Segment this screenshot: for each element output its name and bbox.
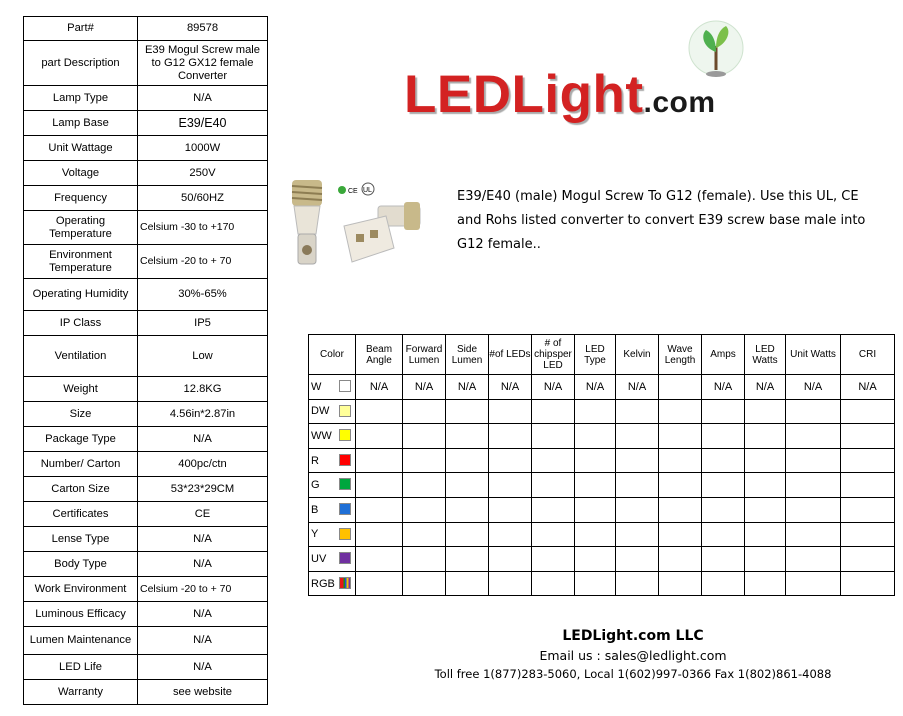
spec-value: E39/E40 [138,111,268,136]
spec-row [24,311,268,336]
color-table-cell [575,424,616,449]
color-table-cell [532,497,575,522]
color-table-cell [356,424,403,449]
spec-row [24,627,268,655]
spec-value: 400pc/ctn [138,452,268,477]
color-table-cell [659,497,702,522]
spec-value: Low [138,336,268,377]
color-table-cell [446,571,489,596]
color-table-cell [446,424,489,449]
spec-label: Lamp Type [24,86,138,111]
color-name: RGB [311,577,335,590]
color-name-cell [309,473,356,498]
color-table-cell [532,399,575,424]
color-table-cell [489,522,532,547]
color-table-cell [702,473,745,498]
color-table-header: Beam Angle [356,335,403,375]
spec-label: Unit Wattage [24,136,138,161]
spec-label: LED Life [24,655,138,680]
spec-label: Operating Temperature [24,211,138,245]
color-table-cell [403,448,446,473]
color-swatch [339,405,351,417]
color-name: R [311,454,319,467]
logo-domain-text: .com [643,86,716,119]
color-table-cell [616,547,659,572]
color-table-cell [356,473,403,498]
spec-row [24,279,268,311]
color-table-cell [841,399,895,424]
color-table-cell: N/A [356,375,403,400]
spec-row [24,41,268,86]
color-table-header: LED Watts [745,335,786,375]
spec-row [24,502,268,527]
spec-value: N/A [138,427,268,452]
color-table-header: Kelvin [616,335,659,375]
spec-row [24,602,268,627]
color-table-cell [702,448,745,473]
color-name: W [311,380,322,393]
spec-row [24,452,268,477]
spec-value: CE [138,502,268,527]
color-table-cell [532,571,575,596]
color-table-cell [786,571,841,596]
color-table-cell [841,448,895,473]
color-swatch [339,528,351,540]
color-table-cell [403,522,446,547]
color-table-cell [489,399,532,424]
spec-label: Work Environment [24,577,138,602]
color-table-cell [489,497,532,522]
color-table-cell [575,547,616,572]
color-table-row [309,497,895,522]
spec-value: Celsium -30 to +170 [138,211,268,245]
color-table-cell [575,399,616,424]
color-table-cell [745,547,786,572]
color-table-row [309,399,895,424]
color-table-cell [745,448,786,473]
color-table-header: Unit Watts [786,335,841,375]
color-table-cell [356,522,403,547]
color-name-cell [309,571,356,596]
spec-label: part Description [24,41,138,86]
color-table-cell [786,522,841,547]
spec-value: Celsium -20 to + 70 [138,245,268,279]
color-table-cell [446,448,489,473]
spec-row [24,577,268,602]
color-swatch [339,552,351,564]
color-table-header: Wave Length [659,335,702,375]
color-table-cell [356,497,403,522]
company-name: LEDLight.com LLC [562,628,704,644]
color-name-cell [309,399,356,424]
spec-row [24,427,268,452]
spec-value: 1000W [138,136,268,161]
color-table-cell [616,473,659,498]
color-swatch [339,577,351,589]
color-table-cell [786,448,841,473]
spec-value: 30%-65% [138,279,268,311]
spec-label: Lumen Maintenance [24,627,138,655]
color-table-cell [575,448,616,473]
spec-row [24,111,268,136]
color-name: UV [311,552,327,565]
color-table-cell [786,399,841,424]
color-table-cell [532,522,575,547]
color-table-cell [745,522,786,547]
color-table-header: Side Lumen [446,335,489,375]
color-table-cell [841,522,895,547]
color-name: DW [311,405,330,418]
color-table-cell [489,571,532,596]
color-name: G [311,479,320,492]
color-table-header: Forward Lumen [403,335,446,375]
color-table-cell [786,473,841,498]
color-table-cell [659,571,702,596]
spec-label: IP Class [24,311,138,336]
spec-row [24,527,268,552]
spec-value: N/A [138,86,268,111]
color-table-header: # of chipsper LED [532,335,575,375]
color-table-cell [403,473,446,498]
color-table-cell [489,448,532,473]
color-table-cell [575,497,616,522]
color-table-cell [403,399,446,424]
color-table-cell [575,522,616,547]
spec-row [24,655,268,680]
spec-label: Size [24,402,138,427]
spec-label: Warranty [24,680,138,705]
spec-value: 50/60HZ [138,186,268,211]
spec-value: N/A [138,527,268,552]
color-table-cell [446,522,489,547]
spec-label: Body Type [24,552,138,577]
spec-label: Luminous Efficacy [24,602,138,627]
spec-table [23,16,268,705]
spec-label: Weight [24,377,138,402]
color-name: B [311,503,319,516]
color-table-header: #of LEDs [489,335,532,375]
color-table-cell [446,497,489,522]
color-table-cell [745,399,786,424]
spec-label: Number/ Carton [24,452,138,477]
color-table-row [309,547,895,572]
color-table-cell [532,473,575,498]
color-table-cell [659,522,702,547]
color-table-cell [786,497,841,522]
color-name-cell [309,448,356,473]
spec-row [24,161,268,186]
color-table-cell [446,473,489,498]
color-table-cell [575,473,616,498]
color-table-header: LED Type [575,335,616,375]
color-table-header: CRI [841,335,895,375]
spec-value: 53*23*29CM [138,477,268,502]
color-spec-table [308,334,895,596]
color-table-row [309,448,895,473]
spec-label: Voltage [24,161,138,186]
contact-footer [383,626,883,682]
spec-label: Carton Size [24,477,138,502]
color-table-cell: N/A [446,375,489,400]
spec-row [24,211,268,245]
spec-row [24,377,268,402]
spec-value: 12.8KG [138,377,268,402]
spec-row [24,86,268,111]
color-table-cell [356,547,403,572]
spec-value: IP5 [138,311,268,336]
ce-badge: CE [348,188,358,195]
color-table-cell [745,571,786,596]
color-table-cell [489,424,532,449]
color-table-cell [616,497,659,522]
spec-value: E39 Mogul Screw male to G12 GX12 female Converter [138,41,268,86]
color-name-cell [309,424,356,449]
color-table-cell [616,571,659,596]
color-table-cell: N/A [702,375,745,400]
color-table-cell [616,399,659,424]
color-table-cell [702,399,745,424]
color-table-row [309,571,895,596]
color-swatch [339,478,351,490]
spec-value: see website [138,680,268,705]
color-table-row [309,522,895,547]
spec-value: N/A [138,627,268,655]
contact-phones: Toll free 1(877)283-5060, Local 1(602)997-0366 Fax 1(802)861-4088 [434,667,832,681]
spec-label: Part# [24,17,138,41]
spec-row [24,477,268,502]
spec-label: Certificates [24,502,138,527]
color-table-cell: N/A [841,375,895,400]
spec-label: Package Type [24,427,138,452]
spec-row [24,186,268,211]
spec-row [24,552,268,577]
spec-label: Lamp Base [24,111,138,136]
color-table-cell [841,571,895,596]
color-table-cell [532,448,575,473]
spec-label: Operating Humidity [24,279,138,311]
color-name-cell [309,375,356,400]
spec-row [24,402,268,427]
color-table-cell [659,448,702,473]
spec-label: Frequency [24,186,138,211]
color-table-cell [702,424,745,449]
color-table-cell [356,448,403,473]
color-table-cell [659,399,702,424]
spec-row [24,136,268,161]
color-table-cell [532,547,575,572]
color-table-cell [841,497,895,522]
color-table-cell [575,571,616,596]
color-swatch [339,503,351,515]
contact-email: Email us : sales@ledlight.com [539,648,727,663]
color-table-cell [745,473,786,498]
color-table-cell [616,522,659,547]
color-name-cell [309,547,356,572]
color-swatch [339,429,351,441]
spec-value: 89578 [138,17,268,41]
color-name: WW [311,429,332,442]
color-table-cell [702,522,745,547]
spec-value: N/A [138,602,268,627]
product-description: E39/E40 (male) Mogul Screw To G12 (female). Use this UL, CE and Rohs listed converter to convert E39 screw base male into G12 female.. [457,189,866,252]
color-table-cell [841,424,895,449]
spec-value: N/A [138,655,268,680]
logo-main-text: LEDLight [404,65,644,124]
color-table-cell [356,399,403,424]
spec-row [24,680,268,705]
spec-row [24,17,268,41]
color-table-cell [659,473,702,498]
color-table-cell [659,375,702,400]
color-table-row [309,473,895,498]
spec-value: 4.56in*2.87in [138,402,268,427]
color-table-cell [489,547,532,572]
spec-value: 250V [138,161,268,186]
color-table-cell [702,547,745,572]
color-table-cell [403,424,446,449]
color-table-cell [403,497,446,522]
color-name-cell [309,522,356,547]
color-table-cell: N/A [575,375,616,400]
color-swatch [339,454,351,466]
color-table-cell [616,448,659,473]
color-table-cell [532,424,575,449]
color-table-cell [745,497,786,522]
ledlight-logo [404,65,716,124]
color-table-cell [356,571,403,596]
color-table-cell: N/A [532,375,575,400]
color-table-header: Color [309,335,356,375]
spec-label: Lense Type [24,527,138,552]
color-table-cell: N/A [745,375,786,400]
color-table-row [309,375,895,400]
spec-value: Celsium -20 to + 70 [138,577,268,602]
color-table-cell [745,424,786,449]
spec-label: Ventilation [24,336,138,377]
color-table-cell: N/A [403,375,446,400]
color-table-cell [489,473,532,498]
color-table-cell [616,424,659,449]
color-name: Y [311,528,319,541]
spec-row [24,245,268,279]
spec-value: N/A [138,552,268,577]
color-table-cell [403,547,446,572]
color-table-cell [841,473,895,498]
spec-label: Environment Temperature [24,245,138,279]
color-table-cell: N/A [786,375,841,400]
color-table-cell [446,547,489,572]
color-table-cell [702,571,745,596]
color-table-cell [702,497,745,522]
color-table-cell [786,424,841,449]
color-table-cell [659,424,702,449]
spec-row [24,336,268,377]
color-table-cell [403,571,446,596]
product-photo [286,176,426,272]
color-table-row [309,424,895,449]
color-table-cell [786,547,841,572]
color-table-cell [659,547,702,572]
color-table-cell: N/A [616,375,659,400]
color-table-header: Amps [702,335,745,375]
color-table-cell [446,399,489,424]
color-table-cell [841,547,895,572]
color-name-cell [309,497,356,522]
ul-badge: UL [363,187,372,194]
color-swatch [339,380,351,392]
color-table-cell: N/A [489,375,532,400]
